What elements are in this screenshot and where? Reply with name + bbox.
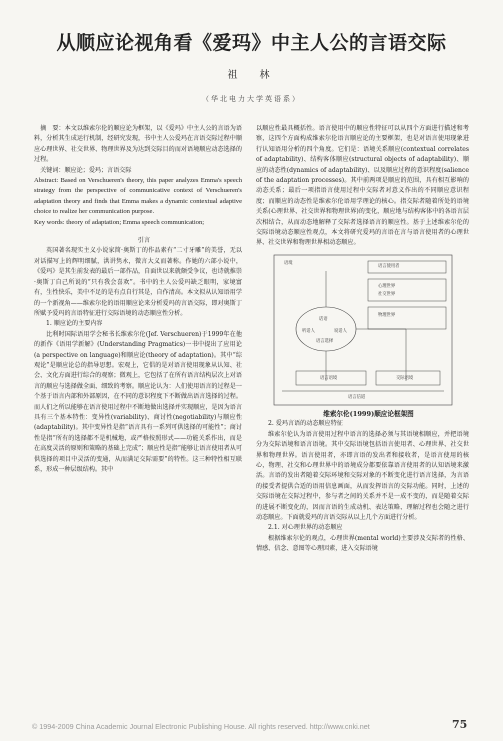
diagram-label: 语境: [284, 260, 293, 266]
diagram-label: 语言语境: [320, 375, 338, 381]
author-name: 祖 林: [227, 70, 276, 81]
diagram-label: 听话人: [302, 328, 315, 334]
affiliation: （华北电力大学英语系）: [202, 95, 301, 103]
adaptation-framework-diagram: [256, 251, 469, 409]
page-number: 75: [452, 718, 468, 731]
diagram-label: 语言选择: [316, 338, 334, 344]
intro-paragraph: 英国著名现实主义小说家简·奥斯丁的作品素有“二寸牙雕”的美誉，无以对话描写上的辉明细腻，洪讲隽永，微言大义而著称。作她的六部小说中，《爱玛》是其生前发表的最后一部作品，自面世以来就颇受争议，也诗就推崇·奥斯丁自己所说的“只有我会喜欢”。书中的主人公爱玛缺乏眼明，家境富有，生性快乐，美中不足的是有点自行其是，自作清高。本文拟从认知语用学的一个新视角——维索尔伦的语用顺应论来分析爱玛的言语交际，即对奥斯丁所赋予爱玛的言语特征进行交际语境的动态顺应性分析。: [34, 247, 242, 317]
continued-paragraph: 以顺应性最具概括性。语言使用中的顺应性特征可以从四个方面进行描述和考察，这四个方面构成维索尔伦语言顺应论的主要框架，也是对语言使用现象进行认知语用分析的四个角度。它们是：语境关系顺应(contextual correlates of adaptability)、结构客体顺应(structural objects of adaptability)、顺应的动态性(dynamics of adaptability)、以及顺应过程的意识程度(salience of the adaptation processes)。其中前两项是顺应的范围，具有相互影响的动态关系；最后一项指语言使用过程中交际者对意义作出的不同顺应意识程度；而顺应的动态性是维索尔伦语用学理论的核心。指交际者随着所处的语境关系(心理世界、社交世界和物理世界)的变化，顺应地与结构客体中的各语言层次相结合，从而动态地解释了交际者选择语言的顺应性。基于上述维索尔伦的交际语境动态顺应性观点，本文将研究爱玛的言语在言与语言使用者的心理世界、社交世界和物理世界相动态顺应。: [256, 125, 469, 247]
keywords-zh: 关键词：顺应论；爱玛；言语交际: [34, 166, 132, 174]
section-heading-2: 2. 爱玛言语的动态顺应特征: [268, 420, 343, 428]
keywords-en: Key words: theory of adaptation; Emma speech communication;: [34, 218, 205, 226]
diagram-label: 语言使用者: [378, 263, 400, 269]
section-heading-2-1: 2.1. 对心理世界的动态顺应: [268, 524, 343, 532]
left-column: [34, 124, 242, 475]
diagram-label: 物理世界: [378, 312, 396, 318]
spacer: [34, 228, 242, 236]
right-column: [256, 124, 469, 555]
figure-caption: 维索尔伦(1999)顺应论框架图: [323, 409, 414, 418]
diagram-label: 社交世界: [378, 291, 396, 297]
abstract-en: Abstract: Based on Verschueren's theory, this paper analyzes Emma's speech strategy from the perspective of communicative context of Verschueren's adaptation theory and finds that Emma makes a dynamic contextual adaptive choice to realize her communication purpose.: [34, 177, 242, 216]
diagram-label: 话语: [319, 316, 328, 322]
diagram-label: 说话人: [334, 328, 347, 334]
diagram-lines: [256, 251, 469, 409]
section-2-paragraph: 维索尔伦认为语言使用过程中语言的选择必须与其语境相顺应，并把语境分为交际语境和语言语境。其中交际语境包括语言使用者、心理世界、社交世界和物理世界。语言使用者，亦即言语的发出者和接收者，是语言使用的核心，物理、社交和心理世界中的语境成分都要依靠语言使用者的认知语境来激活。言语的发出者随着交际环境和交际对象的不断变化进行语言选择，为言语的接受者提供合适的语用信息画面，从而发挥语言的交际功能。同时，上述的交际语境在交际过程中，参与者之间的关系并不是一成不变的，而是随着交际的进展不断变化的，因而言语的生成动机、表达策略、理解过程也会随之进行动态顺应。下面就爱玛的言语交际从以上几个方面进行分析。: [256, 430, 469, 521]
section-1-paragraph: 比利时国际语用学会秘书长维索尔伦(Jef. Verschueren)于1999年在他的新作《语用学新解》(Understanding Pragmatics)一书中提出了应用论(a perspective on language)和顺应论(theory of adaptation)。其中“综观论”是顺应论总的指导思想。宏观上，它倡的是对语言使用现象从认知、社会、文化方面进行综合的观察；微观上，它包括了在所有语言结构层次上对语言的顺应与选择做全面、细致的考察。顺应论认为：人们使用语言的过程是一个基于语言内部和外部原因，在不同的意识程度下不断做出语言选择的过程。而人们之所以能够在语言使用过程中不断地做出选择并实现顺应，是因为语言具有三个基本特性：变异性(variability)、商讨性(negotiability)与顺应性(adaptability)。其中变异性是指“语言具有一系列可供选择的可能性”；商讨性是指“所有的选择都不是机械地，或严格按照形式——功能关系作出，而是在高度灵活的原则和策略的基础上完成”；顺应性是指“能够让语言使用者从可供选择的项目中灵活的变通，从而满足交际需要”的特性。这三种特性相互联系，形成一种层级结构。其中: [34, 330, 242, 473]
diagram-label: 交际语境: [396, 375, 414, 381]
section-heading-intro: 引言: [137, 237, 151, 245]
abstract-zh: 摘 要：本文以维索尔伦的顺应论为框架，以《爱玛》中主人公的言语为语料，分析其生成运行机制，经研究发现，书中主人公爱玛在言语交际过程中顺应心理世界、社交世界、物理世界及为达到交际目的而对语境顺应动态选择的过程。: [34, 125, 242, 164]
section-2-1-paragraph: 根据维索尔伦的观点，心理世界(mental world)主要涉及交际者的性格、情感、信念、意图等心理因素，进入交际语境: [256, 534, 469, 553]
section-heading-1: 1. 顺应论的主要内容: [46, 320, 103, 328]
copyright-footer: © 1994-2009 China Academic Journal Electronic Publishing House. All rights reserved. http://www.cnki.net: [32, 722, 370, 731]
diagram-label: 语言信道: [348, 394, 366, 400]
paper-title: 从顺应论视角看《爱玛》中主人公的言语交际: [56, 32, 447, 54]
diagram-label: 心理世界: [378, 283, 396, 289]
